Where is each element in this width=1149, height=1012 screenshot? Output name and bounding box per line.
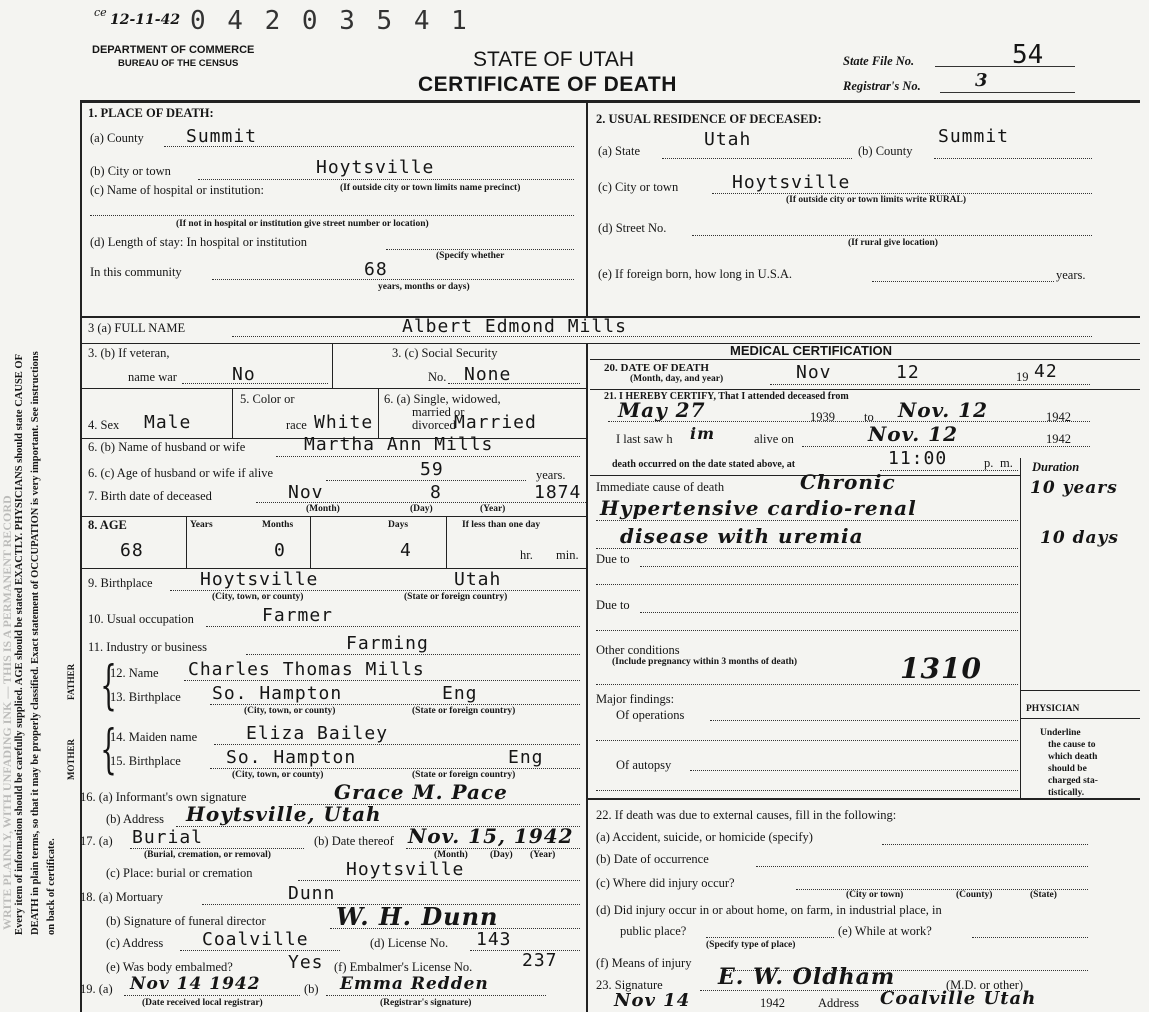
burial-label: 17. (a)	[80, 834, 113, 848]
alive-year: 1942	[1046, 432, 1071, 446]
father-side-label: FATHER	[66, 663, 76, 700]
s3-full-name: Albert Edmond Mills	[402, 316, 627, 337]
spouse-value: Martha Ann Mills	[304, 434, 494, 455]
external-d-label: (d) Did injury occur in or about home, on farm, in industrial place, in	[596, 903, 942, 917]
burial-place-value: Hoytsville	[346, 859, 465, 880]
stamp-date: 12-11-42	[110, 12, 181, 28]
stamp-number: 0 4 2 0 3 5 4 1	[190, 6, 470, 36]
color-label: 5. Color or	[240, 392, 295, 406]
occurred-label: death occurred on the date stated above, at	[612, 459, 796, 470]
s1-community-label: In this community	[90, 265, 182, 279]
registrar-signature: Emma Redden	[340, 974, 489, 994]
s2-title: 2. USUAL RESIDENCE OF DECEASED:	[596, 112, 822, 126]
informant-label: 16. (a) Informant's own signature	[80, 790, 247, 804]
last-saw-label: I last saw h	[616, 432, 673, 446]
mother-side-label: MOTHER	[66, 738, 76, 780]
age-min: min.	[556, 548, 579, 562]
birth-day: 8	[430, 482, 442, 503]
physician-address: Coalville Utah	[880, 988, 1037, 1009]
dod-day: 12	[896, 362, 920, 383]
veteran-label: 3. (b) If veteran,	[88, 346, 170, 360]
s1-county-label: (a) County	[90, 131, 144, 145]
duration-label: Duration	[1032, 460, 1080, 474]
physician-box: PHYSICIAN	[1026, 704, 1080, 714]
name-war-label: name war	[128, 370, 177, 384]
dod-century: 19	[1016, 370, 1029, 384]
license-label: (d) License No.	[370, 936, 449, 950]
birth-year: 1874	[534, 482, 582, 503]
marital-value: Married	[454, 412, 537, 433]
industry-label: 11. Industry or business	[88, 640, 207, 654]
mother-bp-state-note: (State or foreign country)	[412, 770, 516, 780]
dept-name: DEPARTMENT OF COMMERCE	[92, 44, 255, 56]
operations-label: Of operations	[616, 708, 685, 722]
s2-street-note: (If rural give location)	[848, 238, 938, 248]
s1-stay-label: (d) Length of stay: In hospital or institution	[90, 235, 307, 249]
dod-month: Nov	[796, 362, 832, 383]
received-date: Nov 14 1942	[130, 974, 261, 994]
side-instructions-1: Every item of information should be carefully supplied. AGE should be stated EXACTLY. PHYSICIANS should state CAUSE OF	[14, 354, 25, 935]
embalmed-label: (e) Was body embalmed?	[106, 960, 233, 974]
birth-label: 7. Birth date of deceased	[88, 489, 212, 503]
spouse-age-value: 59	[420, 459, 444, 480]
burial-date-label: (b) Date thereof	[314, 834, 394, 848]
birthplace-state-note: (State or foreign country)	[404, 592, 508, 602]
informant-address-label: (b) Address	[106, 812, 164, 826]
immediate-label: Immediate cause of death	[596, 480, 725, 494]
external-a-label: (a) Accident, suicide, or homicide (specify)	[596, 830, 813, 844]
mother-bp-label: 15. Birthplace	[110, 754, 181, 768]
age-label: 8. AGE	[88, 518, 127, 532]
stamp-cc: ce	[94, 6, 107, 19]
to-year: 1942	[1046, 410, 1071, 424]
physician-note-1: Underline	[1040, 728, 1081, 738]
mortuary-address-label: (c) Address	[106, 936, 164, 950]
last-saw-value: im	[690, 424, 716, 443]
s1-city-value: Hoytsville	[316, 157, 435, 178]
alive-on-label: alive on	[754, 432, 794, 446]
certificate-title: CERTIFICATE OF DEATH	[418, 73, 677, 96]
physician-note-6: tistically.	[1048, 788, 1085, 798]
registrar-sig-label: (b)	[304, 982, 319, 996]
s2-state-label: (a) State	[598, 144, 640, 158]
physician-note-4: should be	[1048, 764, 1087, 774]
certify-label: 21. I HEREBY CERTIFY, That I attended deceased from	[604, 391, 849, 402]
bureau-name: BUREAU OF THE CENSUS	[118, 58, 239, 69]
informant-address: Hoytsville, Utah	[186, 802, 382, 826]
mother-name-label: 14. Maiden name	[110, 730, 198, 744]
spouse-age-unit: years.	[536, 468, 566, 482]
physician-signature: E. W. Oldham	[718, 964, 896, 990]
state-file-label: State File No.	[843, 54, 915, 68]
burial-date-day-note: (Day)	[490, 850, 513, 860]
license-value: 143	[476, 929, 512, 950]
external-d-label-2: public place?	[620, 924, 687, 938]
age-less-day-label: If less than one day	[462, 520, 541, 530]
ss-no-label: No.	[428, 370, 447, 384]
father-name-label: 12. Name	[110, 666, 159, 680]
cause-line-2: Hypertensive cardio-renal	[600, 496, 917, 520]
address-label: Address	[818, 996, 859, 1010]
embalmer-label: (f) Embalmer's License No.	[334, 960, 473, 974]
father-bp-country: Eng	[442, 683, 478, 704]
attended-to: Nov. 12	[898, 398, 988, 422]
birthplace-city: Hoytsville	[200, 569, 319, 590]
side-instructions-2: DEATH in plain terms, so that it may be properly classified. Exact statement of OCCUPATION is very important. See instructions	[30, 351, 41, 935]
age-days: 4	[400, 540, 412, 561]
father-bp-city-note: (City, town, or county)	[244, 706, 336, 716]
race-label: race	[286, 418, 307, 432]
mortuary-address: Coalville	[202, 929, 309, 950]
embalmed-value: Yes	[288, 952, 324, 973]
birth-month: Nov	[288, 482, 324, 503]
informant-signature: Grace M. Pace	[334, 780, 508, 804]
birthplace-state: Utah	[454, 569, 502, 590]
father-name-value: Charles Thomas Mills	[188, 659, 425, 680]
s1-hospital-label: (c) Name of hospital or institution:	[90, 183, 264, 197]
sex-value: Male	[144, 412, 192, 433]
external-c-state-note: (State)	[1030, 890, 1057, 900]
death-m: m.	[1000, 456, 1013, 470]
external-c-label: (c) Where did injury occur?	[596, 876, 735, 890]
external-c-county-note: (County)	[956, 890, 993, 900]
state-file-number: 54	[1012, 40, 1044, 70]
signature-year: 1942	[760, 996, 785, 1010]
age-months-label: Months	[262, 520, 294, 530]
s2-county-label: (b) County	[858, 144, 913, 158]
dod-year: 42	[1034, 361, 1058, 382]
burial-note: (Burial, cremation, or removal)	[144, 850, 271, 860]
s2-years: years.	[1056, 268, 1086, 282]
external-title: 22. If death was due to external causes, fill in the following:	[596, 808, 897, 822]
external-d-note: (Specify type of place)	[706, 940, 796, 950]
s2-county-value: Summit	[938, 126, 1010, 147]
duration-2: 10 days	[1040, 528, 1119, 548]
spouse-label: 6. (b) Name of husband or wife	[88, 440, 246, 454]
industry-value: Farming	[346, 633, 429, 654]
registrar-sig-note: (Registrar's signature)	[380, 998, 472, 1008]
race-value: White	[314, 412, 374, 433]
dod-label: 20. DATE OF DEATH	[604, 362, 709, 374]
ss-label: 3. (c) Social Security	[392, 346, 498, 360]
s2-foreign-label: (e) If foreign born, how long in U.S.A.	[598, 267, 793, 281]
s1-hospital-note: (If outside city or town limits name precinct)	[340, 183, 521, 193]
registrar-number: 3	[975, 70, 989, 91]
age-days-label: Days	[388, 520, 409, 530]
father-bp-state-note: (State or foreign country)	[412, 706, 516, 716]
external-c-city-note: (City or town)	[846, 890, 904, 900]
other-note: (Include pregnancy within 3 months of death)	[612, 657, 798, 667]
s2-city-note: (If outside city or town limits write RURAL)	[786, 195, 967, 205]
birthplace-city-note: (City, town, or county)	[212, 592, 304, 602]
ss-value: None	[464, 364, 512, 385]
mortuary-value: Dunn	[288, 883, 336, 904]
md-label: (M.D. or other)	[946, 978, 1024, 992]
due-to-1-label: Due to	[596, 552, 630, 566]
from-year: 1939	[810, 410, 835, 424]
physician-note-3: which death	[1048, 752, 1098, 762]
mother-bp-country: Eng	[508, 747, 544, 768]
external-e-label: (e) While at work?	[838, 924, 932, 938]
age-months: 0	[274, 540, 286, 561]
to-label: to	[864, 410, 874, 424]
mortuary-label: 18. (a) Mortuary	[80, 890, 163, 904]
s1-community-value: 68	[364, 259, 388, 280]
dod-note: (Month, day, and year)	[630, 374, 724, 384]
marital-label-2: married or	[412, 405, 465, 419]
mother-bp-city: So. Hampton	[226, 747, 357, 768]
s1-ymd-note: years, months or days)	[378, 282, 470, 292]
father-bp-label: 13. Birthplace	[110, 690, 181, 704]
age-years-label: Years	[190, 520, 213, 530]
s1-specify: (Specify whether	[436, 251, 505, 261]
age-hr: hr.	[520, 548, 533, 562]
received-note: (Date received local registrar)	[142, 998, 263, 1008]
death-time: 11:00	[888, 448, 948, 469]
cause-line-1: Chronic	[800, 470, 896, 494]
attended-from: May 27	[618, 398, 706, 422]
due-to-2-label: Due to	[596, 598, 630, 612]
cause-line-3: disease with uremia	[620, 524, 864, 548]
birth-year-note: (Year)	[480, 504, 506, 514]
medical-title: MEDICAL CERTIFICATION	[730, 343, 893, 358]
s2-city-value: Hoytsville	[732, 172, 851, 193]
s1-city-label: (b) City or town	[90, 164, 171, 178]
registrar-label: Registrar's No.	[843, 79, 921, 93]
burial-date-month-note: (Month)	[434, 850, 468, 860]
s2-street-label: (d) Street No.	[598, 221, 667, 235]
mother-brace: {	[100, 720, 117, 780]
other-code: 1310	[900, 652, 982, 685]
major-label: Major findings:	[596, 692, 675, 706]
autopsy-label: Of autopsy	[616, 758, 672, 772]
other-label: Other conditions	[596, 643, 680, 657]
side-permanent-record: WRITE PLAINLY, WITH UNFADING INK — THIS IS A PERMANENT RECORD	[0, 495, 14, 930]
physician-note-2: the cause to	[1048, 740, 1096, 750]
signature-date: Nov 14	[614, 990, 691, 1011]
marital-label-1: 6. (a) Single, widowed,	[384, 392, 501, 406]
s1-county-value: Summit	[186, 126, 258, 147]
embalmer-value: 237	[522, 950, 558, 971]
s1-hospital-note2: (If not in hospital or institution give street number or location)	[176, 219, 429, 229]
s1-title: 1. PLACE OF DEATH:	[88, 106, 214, 120]
state-title: STATE OF UTAH	[473, 48, 634, 71]
birth-day-note: (Day)	[410, 504, 433, 514]
director-label: (b) Signature of funeral director	[106, 914, 266, 928]
marital-label-3: divorced	[412, 418, 456, 432]
father-brace: {	[100, 656, 117, 716]
s2-city-label: (c) City or town	[598, 180, 679, 194]
received-label: 19. (a)	[80, 982, 113, 996]
death-pm: p.	[984, 456, 994, 470]
external-b-label: (b) Date of occurrence	[596, 852, 709, 866]
age-years: 68	[120, 540, 144, 561]
external-f-label: (f) Means of injury	[596, 956, 692, 970]
alive-on: Nov. 12	[868, 422, 958, 446]
s3-label: 3 (a) FULL NAME	[88, 321, 186, 335]
signature-label: 23. Signature	[596, 978, 663, 992]
burial-place-label: (c) Place: burial or cremation	[106, 866, 253, 880]
occupation-label: 10. Usual occupation	[88, 612, 194, 626]
father-bp-city: So. Hampton	[212, 683, 343, 704]
burial-value: Burial	[132, 827, 204, 848]
sex-label: 4. Sex	[88, 418, 120, 432]
director-signature: W. H. Dunn	[336, 902, 499, 931]
side-instructions-3: on back of certificate.	[46, 838, 57, 935]
s2-state-value: Utah	[704, 129, 752, 150]
spouse-age-label: 6. (c) Age of husband or wife if alive	[88, 466, 274, 480]
duration-1: 10 years	[1030, 478, 1118, 498]
mother-name-value: Eliza Bailey	[246, 723, 389, 744]
mother-bp-city-note: (City, town, or county)	[232, 770, 324, 780]
burial-date-year-note: (Year)	[530, 850, 556, 860]
occupation-value: Farmer	[262, 605, 334, 626]
birthplace-label: 9. Birthplace	[88, 576, 153, 590]
burial-date: Nov. 15, 1942	[408, 824, 574, 848]
physician-note-5: charged sta-	[1048, 776, 1098, 786]
birth-month-note: (Month)	[306, 504, 340, 514]
name-war-value: No	[232, 364, 256, 385]
